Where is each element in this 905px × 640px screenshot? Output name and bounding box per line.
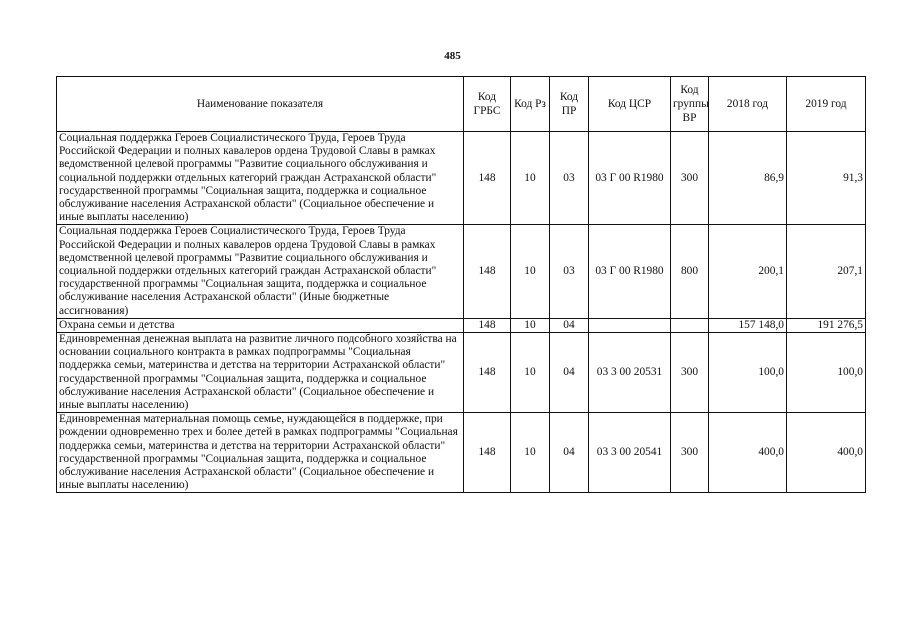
row-vr	[671, 318, 709, 332]
row-csr: 03 Г 00 R1980	[589, 225, 671, 318]
row-2019: 400,0	[787, 413, 866, 493]
row-vr: 300	[671, 132, 709, 225]
row-pr: 03	[550, 132, 589, 225]
row-name: Социальная поддержка Героев Социалистического Труда, Героев Труда Российской Федерации и полных кавалеров ордена Трудовой Славы в рамках ведомственной целевой программы "Развитие социального обслуживания и социальной поддержки отдельных категорий граждан Астраханской области" государственной программы "Социальная защита, поддержка и социальное обслуживание населения Астраханской области" (Социальное обеспечение и иные выплаты населению)	[57, 132, 464, 225]
table-row	[57, 132, 866, 225]
row-pr: 03	[550, 225, 589, 318]
header-csr: Код ЦСР	[589, 77, 671, 132]
row-name: Единовременная материальная помощь семье, нуждающейся в поддержке, при рождении одновременно трех и более детей в рамках подпрограммы "Социальная поддержка семьи, материнства и детства на территории Астраханской области" государственной программы "Социальная защита, поддержка и социальное обслуживание населения Астраханской области" (Социальное обеспечение и иные выплаты населению)	[57, 413, 464, 493]
row-pr: 04	[550, 413, 589, 493]
table-header-row	[57, 77, 866, 132]
row-vr: 800	[671, 225, 709, 318]
row-pr: 04	[550, 318, 589, 332]
row-2019: 91,3	[787, 132, 866, 225]
row-rz: 10	[511, 318, 550, 332]
row-2018: 86,9	[709, 132, 787, 225]
row-2018: 400,0	[709, 413, 787, 493]
header-name: Наименование показателя	[57, 77, 464, 132]
row-grbs: 148	[464, 132, 511, 225]
row-name: Единовременная денежная выплата на развитие личного подсобного хозяйства на основании социального контракта в рамках подпрограммы "Социальная поддержка семьи, материнства и детства на территории Астраханской области" государственной программы "Социальная защита, поддержка и социальное обслуживание населения Астраханской области" (Социальное обеспечение и иные выплаты населению)	[57, 333, 464, 413]
header-rz: Код Рз	[511, 77, 550, 132]
row-2019: 100,0	[787, 333, 866, 413]
header-pr: Код ПР	[550, 77, 589, 132]
header-grbs: Код ГРБС	[464, 77, 511, 132]
row-vr: 300	[671, 333, 709, 413]
header-vr: Код группы ВР	[671, 77, 709, 132]
header-2019: 2019 год	[787, 77, 866, 132]
row-2018: 157 148,0	[709, 318, 787, 332]
table-row	[57, 413, 866, 493]
row-grbs: 148	[464, 318, 511, 332]
table-row	[57, 318, 866, 332]
row-2019: 207,1	[787, 225, 866, 318]
row-vr: 300	[671, 413, 709, 493]
row-rz: 10	[511, 333, 550, 413]
row-2018: 100,0	[709, 333, 787, 413]
page-number: 485	[444, 50, 461, 62]
budget-table	[56, 76, 866, 493]
table-row	[57, 225, 866, 318]
row-pr: 04	[550, 333, 589, 413]
row-2018: 200,1	[709, 225, 787, 318]
row-rz: 10	[511, 132, 550, 225]
row-csr	[589, 318, 671, 332]
row-csr: 03 3 00 20541	[589, 413, 671, 493]
row-csr: 03 3 00 20531	[589, 333, 671, 413]
row-name: Охрана семьи и детства	[57, 318, 464, 332]
header-2018: 2018 год	[709, 77, 787, 132]
row-rz: 10	[511, 413, 550, 493]
row-rz: 10	[511, 225, 550, 318]
row-grbs: 148	[464, 333, 511, 413]
row-grbs: 148	[464, 225, 511, 318]
table-row	[57, 333, 866, 413]
row-csr: 03 Г 00 R1980	[589, 132, 671, 225]
row-grbs: 148	[464, 413, 511, 493]
row-2019: 191 276,5	[787, 318, 866, 332]
row-name: Социальная поддержка Героев Социалистического Труда, Героев Труда Российской Федерации и полных кавалеров ордена Трудовой Славы в рамках ведомственной целевой программы "Развитие социального обслуживания и социальной поддержки отдельных категорий граждан Астраханской области" государственной программы "Социальная защита, поддержка и социальное обслуживание населения Астраханской области" (Иные бюджетные ассигнования)	[57, 225, 464, 318]
